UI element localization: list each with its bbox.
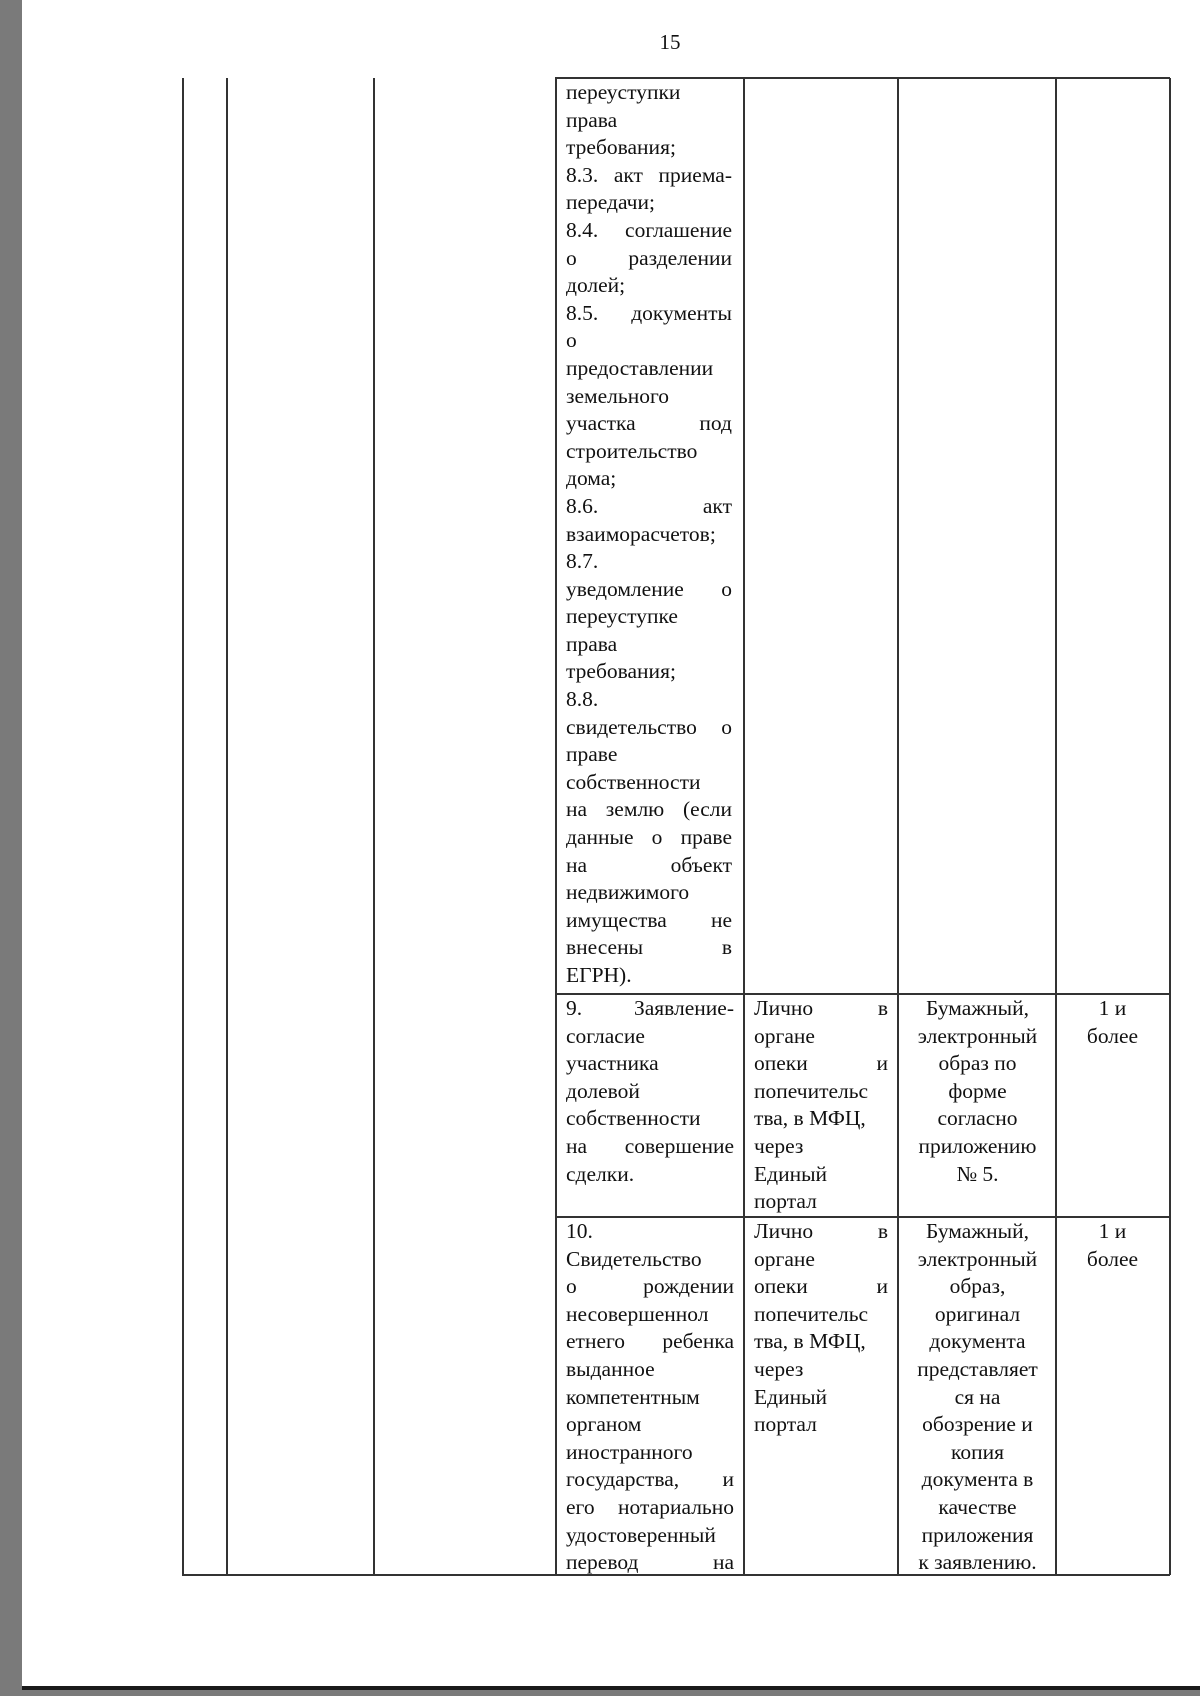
form-text-line: ся на bbox=[954, 1384, 1001, 1409]
form-text-line: представляет bbox=[917, 1356, 1038, 1381]
document-text-line: земельного bbox=[566, 383, 670, 408]
form-text-line: образ по bbox=[938, 1051, 1017, 1076]
document-text-line: етнего ребенка bbox=[566, 1329, 734, 1354]
document-text-line: органом bbox=[566, 1412, 642, 1437]
method-text-line: Единый bbox=[754, 1161, 828, 1186]
document-text-line: 8.8. bbox=[566, 687, 599, 712]
document-text-line: компетентным bbox=[566, 1384, 700, 1409]
form-text-line: к заявлению. bbox=[918, 1550, 1037, 1575]
method-text-line: органе bbox=[754, 1246, 815, 1271]
count-text-line: более bbox=[1086, 1023, 1139, 1048]
document-text-line: имущества не bbox=[566, 907, 732, 932]
row-10-form bbox=[905, 1218, 1050, 1577]
form-text-line: электронный bbox=[917, 1023, 1038, 1048]
continued-document-cell bbox=[566, 79, 732, 990]
form-text-line: документа в bbox=[921, 1467, 1034, 1492]
document-text-line: Свидетельство bbox=[566, 1246, 702, 1271]
document-text-line: несовершеннол bbox=[566, 1301, 709, 1326]
method-text-line: Лично в bbox=[754, 996, 888, 1020]
form-text-line: согласно bbox=[937, 1106, 1018, 1131]
method-text-line: портал bbox=[754, 1189, 817, 1214]
row-10-document bbox=[566, 1218, 734, 1577]
document-text-line: ЕГРН). bbox=[566, 963, 632, 987]
method-text-line: Единый bbox=[754, 1384, 828, 1409]
document-text-line: уведомление о bbox=[566, 576, 732, 601]
document-text-line: участника bbox=[566, 1051, 659, 1076]
document-text-line: 8.7. bbox=[566, 549, 599, 574]
method-text-line: опеки и bbox=[754, 1274, 888, 1299]
row-9-method bbox=[754, 995, 888, 1216]
document-text-line: собственности bbox=[566, 1106, 701, 1131]
document-text-line: долевой bbox=[566, 1078, 640, 1103]
form-text-line: Бумажный, bbox=[926, 1219, 1029, 1243]
document-text-line: 9. Заявление- bbox=[566, 996, 734, 1020]
form-text-line: копия bbox=[950, 1439, 1004, 1464]
form-text-line: документа bbox=[929, 1329, 1026, 1354]
method-text-line: органе bbox=[754, 1023, 815, 1048]
page-edge bbox=[22, 1686, 1200, 1690]
document-text-line: о разделении bbox=[566, 245, 732, 270]
document-text-line: собственности bbox=[566, 769, 701, 794]
document-text-line: выданное bbox=[566, 1356, 655, 1381]
document-text-line: на землю (если bbox=[566, 797, 732, 822]
document-text-line: 8.3. акт приема- bbox=[566, 162, 732, 187]
document-text-line: иностранного bbox=[566, 1439, 693, 1464]
form-text-line: образ, bbox=[949, 1274, 1006, 1299]
method-text-line: попечительс bbox=[754, 1078, 869, 1103]
document-text-line: переуступке bbox=[566, 604, 678, 629]
method-text-line: Лично в bbox=[754, 1219, 888, 1243]
document-text-line: о рождении bbox=[566, 1274, 734, 1299]
document-text-line: участка под bbox=[566, 411, 732, 436]
row-10-method bbox=[754, 1218, 888, 1439]
page-number: 15 bbox=[659, 30, 681, 54]
form-text-line: № 5. bbox=[956, 1161, 999, 1186]
count-text-line: более bbox=[1086, 1246, 1139, 1271]
document-text-line: права bbox=[566, 631, 618, 656]
document-text-line: на совершение bbox=[566, 1133, 734, 1158]
form-text-line: приложению bbox=[918, 1133, 1037, 1158]
row-9-form bbox=[905, 995, 1050, 1188]
document-text-line: удостоверенный bbox=[566, 1522, 716, 1547]
document-text-line: внесены в bbox=[566, 935, 732, 960]
document-text-line: требования; bbox=[566, 659, 676, 684]
document-text-line: свидетельство о bbox=[566, 714, 732, 739]
method-text-line: через bbox=[754, 1356, 804, 1381]
method-text-line: портал bbox=[754, 1412, 817, 1437]
form-text-line: приложения bbox=[921, 1522, 1034, 1547]
document-text-line: предоставлении bbox=[566, 355, 714, 380]
document-text-line: 8.6. акт bbox=[566, 493, 732, 518]
document-text-line: требования; bbox=[566, 135, 676, 160]
document-text-line: сделки. bbox=[566, 1161, 635, 1186]
document-text-line: о bbox=[566, 328, 577, 353]
document-text-line: праве bbox=[566, 742, 618, 767]
method-text-line: тва, в МФЦ, bbox=[754, 1106, 866, 1131]
document-text-line: долей; bbox=[566, 273, 626, 298]
form-text-line: качестве bbox=[938, 1494, 1017, 1519]
form-text-line: форме bbox=[948, 1078, 1007, 1103]
document-text-line: переуступки bbox=[566, 80, 681, 104]
document-text-line: перевод на bbox=[566, 1550, 734, 1575]
document-text-line: 8.5. документы bbox=[566, 300, 732, 325]
document-text-line: государства, и bbox=[566, 1467, 734, 1492]
form-text-line: обозрение и bbox=[922, 1412, 1033, 1437]
document-text-line: на объект bbox=[566, 852, 732, 877]
document-text-line: 10. bbox=[566, 1219, 593, 1243]
form-text-line: оригинал bbox=[934, 1301, 1021, 1326]
row-10-count bbox=[1060, 1218, 1165, 1273]
document-text-line: строительство bbox=[566, 438, 698, 463]
form-text-line: Бумажный, bbox=[926, 996, 1029, 1020]
document-text-line: его нотариально bbox=[566, 1494, 734, 1519]
document-text-line: дома; bbox=[566, 466, 617, 491]
count-text-line: 1 и bbox=[1098, 1219, 1127, 1243]
document-text-line: 8.4. соглашение bbox=[566, 217, 732, 242]
form-text-line: электронный bbox=[917, 1246, 1038, 1271]
method-text-line: тва, в МФЦ, bbox=[754, 1329, 866, 1354]
method-text-line: опеки и bbox=[754, 1051, 888, 1076]
row-9-count bbox=[1060, 995, 1165, 1050]
method-text-line: через bbox=[754, 1133, 804, 1158]
document-text-line: взаиморасчетов; bbox=[566, 521, 716, 546]
document-text-line: передачи; bbox=[566, 190, 655, 215]
document-text-line: данные о праве bbox=[566, 825, 732, 850]
document-text-line: согласие bbox=[566, 1023, 645, 1048]
document-text-line: недвижимого bbox=[566, 880, 690, 905]
count-text-line: 1 и bbox=[1098, 996, 1127, 1020]
document-text-line: права bbox=[566, 107, 618, 132]
method-text-line: попечительс bbox=[754, 1301, 869, 1326]
row-9-document bbox=[566, 995, 734, 1188]
